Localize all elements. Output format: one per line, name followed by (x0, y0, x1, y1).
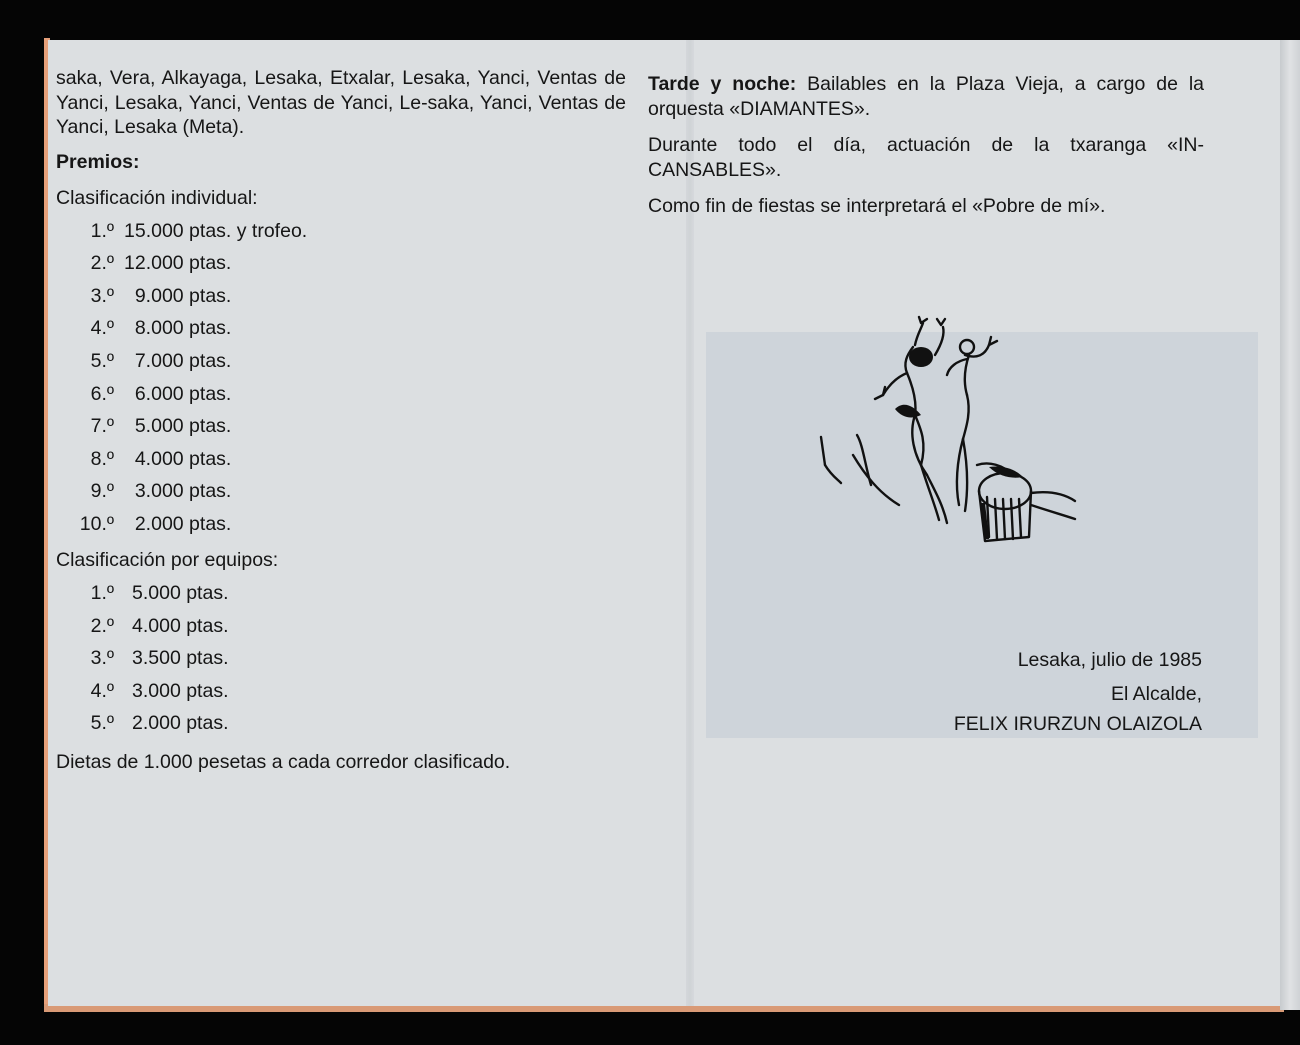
team-prize-row (56, 577, 626, 610)
prize-rank: 3.º (90, 284, 114, 307)
team-prize-row (56, 675, 626, 708)
alcalde-title: El Alcalde, (1110, 683, 1202, 705)
prize-amount: 12.000 ptas. (124, 252, 232, 275)
team-prize-row (56, 707, 626, 740)
prize-row (56, 312, 626, 345)
prize-amount: 6.000 ptas. (124, 382, 232, 405)
tarde-text: Bailables en la Plaza Vieja, a cargo de la orquesta «DIAMANTES». (648, 73, 1204, 120)
prize-rank: 4.º (90, 679, 114, 702)
dancers-drawing (817, 315, 1081, 553)
tarde-label: Tarde y noche: (648, 73, 797, 95)
prize-rank: 9.º (90, 480, 114, 503)
team-prize-row (56, 642, 626, 675)
prize-rank: 1.º (90, 219, 114, 242)
prize-amount: 4.000 ptas. (124, 447, 232, 470)
fin-de-fiestas: Como fin de fiestas se interpretará el «Pobre de mí». (648, 195, 1106, 217)
prize-row (56, 475, 626, 508)
prize-amount: 3.000 ptas. (124, 480, 232, 503)
route-intro: saka, Vera, Alkayaga, Lesaka, Etxalar, Lesaka, Yanci, Ventas de Yanci, Lesaka, Yanci, Ventas de Yanci, Le-saka, Yanci, Ventas de Yanci, Lesaka (Meta). (56, 67, 626, 138)
prize-amount: 3.000 ptas. (132, 679, 229, 702)
dancers-illustration (817, 315, 1081, 558)
prize-amount: 15.000 ptas. y trofeo. (124, 219, 308, 242)
left-column (56, 66, 626, 774)
prize-amount: 5.000 ptas. (124, 415, 232, 438)
individual-prize-list (56, 215, 626, 541)
prize-rank: 10.º (79, 512, 114, 535)
prize-amount: 4.000 ptas. (132, 614, 229, 637)
prize-rank: 2.º (90, 614, 114, 637)
prize-rank: 4.º (90, 317, 114, 340)
alcalde-name: FELIX IRURZUN OLAIZOLA (953, 713, 1202, 735)
prize-row (56, 377, 626, 410)
individual-heading: Clasificación individual: (56, 187, 258, 209)
prize-amount: 2.000 ptas. (132, 712, 229, 735)
prize-rank: 5.º (90, 349, 114, 372)
team-prize-list (56, 577, 626, 740)
prize-rank: 1.º (90, 581, 114, 604)
next-page-edge (1280, 40, 1300, 1010)
prize-rank: 8.º (90, 447, 114, 470)
prize-row (56, 508, 626, 541)
prize-amount: 8.000 ptas. (124, 317, 232, 340)
prize-amount: 5.000 ptas. (132, 581, 229, 604)
tarde-paragraph (648, 72, 1204, 121)
premios-heading: Premios: (56, 150, 140, 173)
prize-rank: 2.º (90, 252, 114, 275)
prize-row (56, 443, 626, 476)
team-heading: Clasificación por equipos: (56, 549, 279, 572)
prize-amount: 2.000 ptas. (124, 512, 232, 535)
prize-amount: 7.000 ptas. (124, 349, 232, 372)
team-prize-row (56, 610, 626, 643)
prize-row (56, 345, 626, 378)
prize-row (56, 247, 626, 280)
prize-row (56, 280, 626, 313)
place-date: Lesaka, julio de 1985 (1017, 649, 1202, 671)
dietas-note: Dietas de 1.000 pesetas a cada corredor clasificado. (56, 750, 511, 773)
prize-row (56, 410, 626, 443)
prize-amount: 9.000 ptas. (124, 284, 232, 307)
right-column (648, 72, 1204, 231)
prize-rank: 3.º (90, 647, 114, 670)
prize-rank: 7.º (90, 415, 114, 438)
prize-amount: 3.500 ptas. (132, 647, 229, 670)
txaranga-paragraph: Durante todo el día, actuación de la txaranga «IN-CANSABLES». (648, 134, 1204, 181)
prize-row (56, 215, 626, 248)
prize-rank: 6.º (90, 382, 114, 405)
prize-rank: 5.º (90, 712, 114, 735)
